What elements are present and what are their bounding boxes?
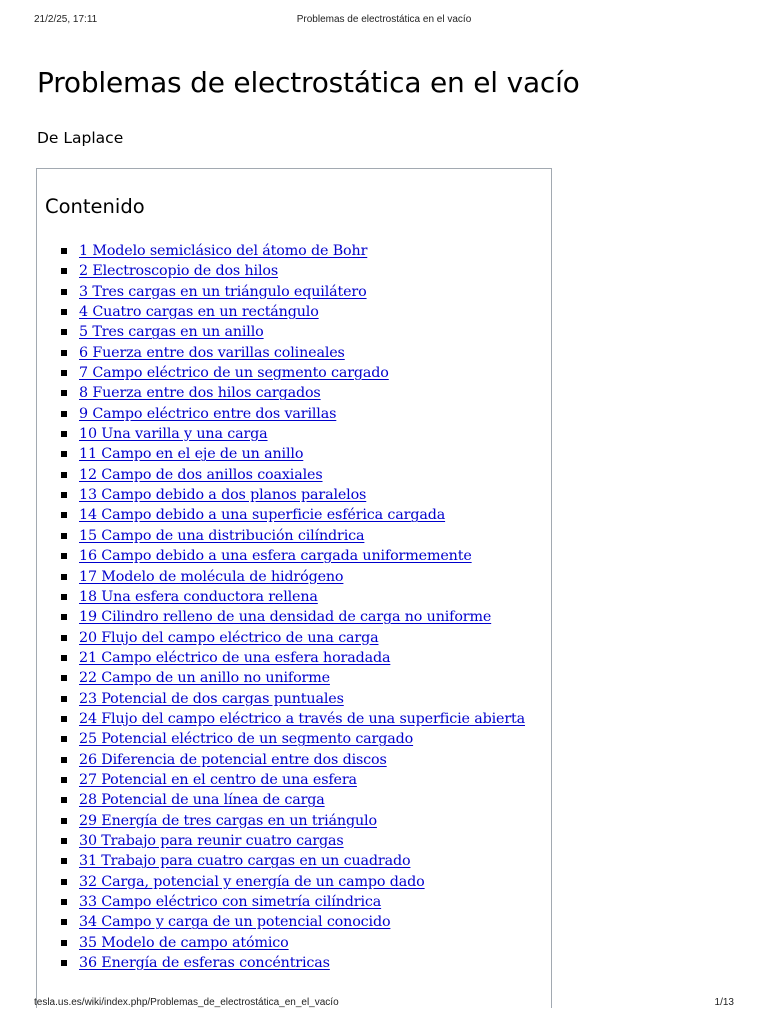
toc-item — [60, 383, 525, 403]
page-title: Problemas de electrostática en el vacío — [37, 66, 580, 99]
toc-link[interactable]: 2 Electroscopio de dos hilos — [79, 263, 279, 280]
toc-link[interactable]: 18 Una esfera conductora rellena — [79, 588, 318, 605]
toc-link[interactable]: 35 Modelo de campo atómico — [79, 934, 289, 951]
toc-link[interactable]: 33 Campo eléctrico con simetría cilíndrica — [79, 894, 382, 910]
author-line: De Laplace — [37, 129, 124, 147]
toc-item — [60, 587, 525, 607]
toc-item — [60, 689, 525, 709]
toc-item — [60, 872, 525, 892]
square-bullet-icon — [61, 716, 67, 722]
toc-item — [60, 729, 525, 749]
square-bullet-icon — [61, 533, 67, 539]
square-bullet-icon — [61, 940, 67, 946]
toc-link[interactable]: 12 Campo de dos anillos coaxiales — [79, 466, 323, 483]
toc-item — [60, 892, 525, 912]
toc-link[interactable]: 11 Campo en el eje de un anillo — [79, 446, 304, 463]
toc-item — [60, 404, 525, 424]
square-bullet-icon — [61, 370, 67, 376]
toc-link[interactable]: 8 Fuerza entre dos hilos cargados — [79, 385, 321, 402]
toc-link[interactable]: 30 Trabajo para reunir cuatro cargas — [79, 832, 344, 849]
toc-link[interactable]: 6 Fuerza entre dos varillas colineales — [79, 344, 345, 361]
toc-link[interactable]: 13 Campo debido a dos planos paralelos — [79, 487, 367, 504]
toc-item — [60, 363, 525, 383]
square-bullet-icon — [61, 757, 67, 763]
toc-item — [60, 770, 525, 790]
toc-link[interactable]: 23 Potencial de dos cargas puntuales — [79, 690, 344, 707]
toc-link[interactable]: 16 Campo debido a una esfera cargada uniformemente — [79, 548, 472, 565]
toc-item — [60, 628, 525, 648]
toc-link[interactable]: 3 Tres cargas en un triángulo equilátero — [79, 283, 367, 300]
square-bullet-icon — [61, 329, 67, 335]
toc-link[interactable]: 29 Energía de tres cargas en un triángulo — [79, 812, 377, 829]
square-bullet-icon — [61, 411, 67, 417]
square-bullet-icon — [61, 777, 67, 783]
toc-item — [60, 302, 525, 322]
toc-item — [60, 912, 525, 932]
toc-item — [60, 546, 525, 566]
toc-link[interactable]: 15 Campo de una distribución cilíndrica — [79, 527, 365, 544]
toc-item — [60, 607, 525, 627]
square-bullet-icon — [61, 574, 67, 580]
toc-link[interactable]: 14 Campo debido a una superficie esférica cargada — [79, 507, 446, 524]
square-bullet-icon — [61, 635, 67, 641]
toc-link[interactable]: 36 Energía de esferas concéntricas — [79, 955, 330, 972]
toc-link[interactable]: 5 Tres cargas en un anillo — [79, 324, 264, 341]
toc-link[interactable]: 17 Modelo de molécula de hidrógeno — [79, 568, 344, 585]
square-bullet-icon — [61, 350, 67, 356]
toc-item — [60, 567, 525, 587]
page-indicator: 1/13 — [714, 997, 734, 1008]
square-bullet-icon — [61, 899, 67, 905]
toc-item — [60, 485, 525, 505]
toc-item — [60, 261, 525, 281]
square-bullet-icon — [61, 248, 67, 254]
toc-list — [60, 241, 525, 973]
toc-item — [60, 953, 525, 973]
toc-heading: Contenido — [45, 195, 145, 218]
toc-link[interactable]: 22 Campo de un anillo no uniforme — [79, 670, 330, 687]
toc-item — [60, 750, 525, 770]
toc-link[interactable]: 28 Potencial de una línea de carga — [79, 792, 325, 809]
square-bullet-icon — [61, 289, 67, 295]
toc-link[interactable]: 27 Potencial en el centro de una esfera — [79, 771, 357, 788]
toc-link[interactable]: 4 Cuatro cargas en un rectángulo — [79, 304, 319, 321]
print-date: 21/2/25, 17:11 — [34, 14, 98, 25]
square-bullet-icon — [61, 472, 67, 478]
toc-item — [60, 282, 525, 302]
toc-link[interactable]: 34 Campo y carga de un potencial conocido — [79, 914, 391, 931]
toc-item — [60, 851, 525, 871]
toc-item — [60, 831, 525, 851]
toc-link[interactable]: 21 Campo eléctrico de una esfera horadada — [79, 649, 391, 666]
toc-item — [60, 241, 525, 261]
toc-link[interactable]: 10 Una varilla y una carga — [79, 426, 268, 443]
square-bullet-icon — [61, 309, 67, 315]
toc-item — [60, 811, 525, 831]
toc-link[interactable]: 19 Cilindro relleno de una densidad de carga no uniforme — [79, 609, 492, 626]
toc-item — [60, 343, 525, 363]
toc-link[interactable]: 24 Flujo del campo eléctrico a través de una superficie abierta — [79, 710, 525, 727]
print-document-title: Problemas de electrostática en el vacío — [296, 14, 472, 25]
square-bullet-icon — [61, 512, 67, 518]
toc-item — [60, 526, 525, 546]
square-bullet-icon — [61, 818, 67, 824]
toc-link[interactable]: 1 Modelo semiclásico del átomo de Bohr — [79, 243, 368, 259]
square-bullet-icon — [61, 614, 67, 620]
toc-link[interactable]: 31 Trabajo para cuatro cargas en un cuadrado — [79, 853, 411, 870]
toc-item — [60, 648, 525, 668]
square-bullet-icon — [61, 736, 67, 742]
print-url: tesla.us.es/wiki/index.php/Problemas_de_electrostática_en_el_vacío — [34, 997, 339, 1008]
square-bullet-icon — [61, 390, 67, 396]
square-bullet-icon — [61, 594, 67, 600]
toc-link[interactable]: 25 Potencial eléctrico de un segmento cargado — [79, 731, 414, 748]
square-bullet-icon — [61, 451, 67, 457]
square-bullet-icon — [61, 879, 67, 885]
toc-item — [60, 424, 525, 444]
square-bullet-icon — [61, 675, 67, 681]
toc-item — [60, 668, 525, 688]
square-bullet-icon — [61, 655, 67, 661]
toc-item — [60, 444, 525, 464]
toc-link[interactable]: 20 Flujo del campo eléctrico de una carga — [79, 629, 379, 646]
toc-item — [60, 465, 525, 485]
square-bullet-icon — [61, 960, 67, 966]
square-bullet-icon — [61, 858, 67, 864]
toc-link[interactable]: 26 Diferencia de potencial entre dos discos — [79, 751, 387, 768]
square-bullet-icon — [61, 492, 67, 498]
toc-item — [60, 933, 525, 953]
square-bullet-icon — [61, 268, 67, 274]
toc-item — [60, 790, 525, 810]
toc-link[interactable]: 9 Campo eléctrico entre dos varillas — [79, 405, 337, 422]
square-bullet-icon — [61, 838, 67, 844]
toc-item — [60, 709, 525, 729]
toc-link[interactable]: 7 Campo eléctrico de un segmento cargado — [79, 365, 389, 382]
toc-item — [60, 322, 525, 342]
square-bullet-icon — [61, 553, 67, 559]
square-bullet-icon — [61, 696, 67, 702]
toc-link[interactable]: 32 Carga, potencial y energía de un campo dado — [79, 873, 425, 890]
toc-item — [60, 505, 525, 525]
square-bullet-icon — [61, 919, 67, 925]
square-bullet-icon — [61, 797, 67, 803]
square-bullet-icon — [61, 431, 67, 437]
